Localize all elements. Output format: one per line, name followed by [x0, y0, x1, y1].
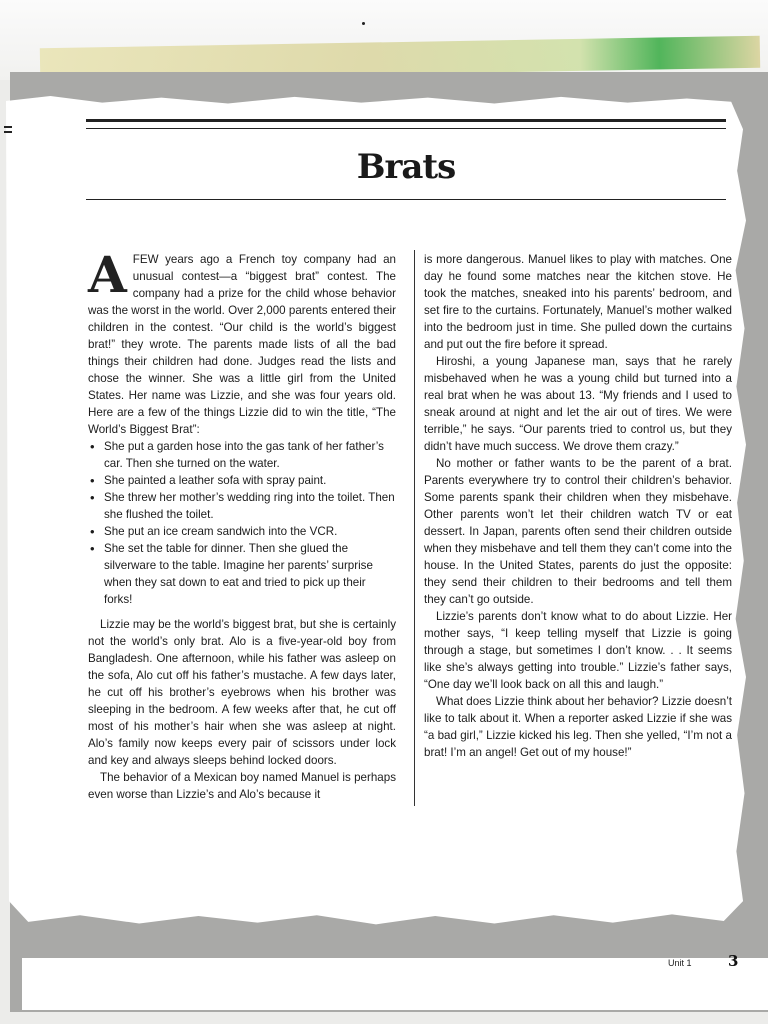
article-column-left: [88, 245, 396, 803]
paragraph: Lizzie may be the world’s biggest brat, but she is certainly not the world’s only brat. Alo is a five-year-old boy from Bangladesh. One afternoon, while his father was asleep on the sofa, Alo cut off his father’s mustache. A few days later, he cut off his brother’s eyebrows when his brother was sleeping in the bedroom. A few weeks after that, he cut off most of his mother’s hair when she was asleep at night. Alo’s family now keeps every pair of scissors under lock and key and always sleeps behind locked doors.: [88, 618, 396, 767]
paragraph: What does Lizzie think about her behavior? Lizzie doesn’t like to talk about it. When a reporter asked Lizzie if she was “a bad girl,” Lizzie kicked his leg. Then she yelled, “I’m not a brat! I’m an angel! Get out of my house!”: [424, 695, 732, 759]
title-rule-top: [86, 119, 726, 122]
paragraph: No mother or father wants to be the parent of a brat. Parents everywhere try to control their children’s behavior. Some parents spank their children when they misbehave. Other parents won’t let their children watch TV or eat dessert. In Japan, parents often send their children outside when they misbehave and tell them they can’t come into the house. In the United States, parents do just the opposite: they send their children to their bedrooms and tell them they can’t go outside.: [424, 457, 732, 606]
drop-cap: A: [88, 245, 127, 304]
article-column-right: [424, 251, 732, 761]
title-rule-top-thin: [86, 128, 726, 129]
paragraph: The behavior of a Mexican boy named Manuel is perhaps even worse than Lizzie’s and Alo’s because it: [88, 771, 396, 801]
page-number: 3: [728, 952, 739, 970]
list-item: • She set the table for dinner. Then she glued the silverware to the table. Imagine her parents’ surprise when they sat down to eat and tried to pick up their forks!: [88, 540, 396, 608]
column-divider: [414, 250, 415, 806]
intro-text: FEW years ago a French toy company had an unusual contest—a “biggest brat” contest. The company had a prize for the child whose behavior was the worst in the world. Over 2,000 parents entered their children in the contest. “Our child is the world’s biggest brat!” they wrote. The parents made lists of all the bad things their children had done. Judges read the lists and chose the winner. She was a little girl from the United States. Her name was Lizzie, and she was four years old. Here are a few of the things Lizzie did to win the title, “The World’s Biggest Brat”:: [88, 253, 396, 436]
title-rule-bottom: [86, 199, 726, 200]
paragraph: is more dangerous. Manuel likes to play with matches. One day he found some matches near the kitchen stove. He took the matches, sneaked into his parents’ bedroom, and set fire to the curtains. Fortunately, Manuel’s mother walked into the bedroom just in time. She pulled down the curtains and put out the fire before it spread.: [424, 253, 732, 351]
list-item: • She threw her mother’s wedding ring into the toilet. Then she flushed the toilet.: [88, 489, 396, 523]
paragraph: Lizzie’s parents don’t know what to do about Lizzie. Her mother says, “I keep telling myself that Lizzie is going through a stage, but sometimes I don’t know. . . It seems like she’s always getting into trouble.” Lizzie’s father says, “One day we’ll look back on all this and laugh.”: [424, 610, 732, 691]
margin-mark: [4, 131, 12, 133]
bullet-list: [88, 438, 396, 608]
unit-label: Unit 1: [668, 958, 692, 968]
page-bottom-margin: [22, 958, 768, 1010]
page-title: Brats: [356, 147, 456, 187]
margin-mark: [4, 126, 12, 128]
intro-paragraph: [88, 245, 396, 438]
list-item: • She painted a leather sofa with spray paint.: [88, 472, 396, 489]
list-item: • She put a garden hose into the gas tank of her father’s car. Then she turned on the water.: [88, 438, 396, 472]
list-item: • She put an ice cream sandwich into the VCR.: [88, 523, 396, 540]
speck: [362, 22, 365, 25]
paragraph: Hiroshi, a young Japanese man, says that he rarely misbehaved when he was a young child but turned into a real brat when he was about 13. “My friends and I used to sneak around at night and let the air out of tires. We were terrible,” he says. “Our parents tried to control us, but they didn’t have much success. We drove them crazy.”: [424, 355, 732, 453]
